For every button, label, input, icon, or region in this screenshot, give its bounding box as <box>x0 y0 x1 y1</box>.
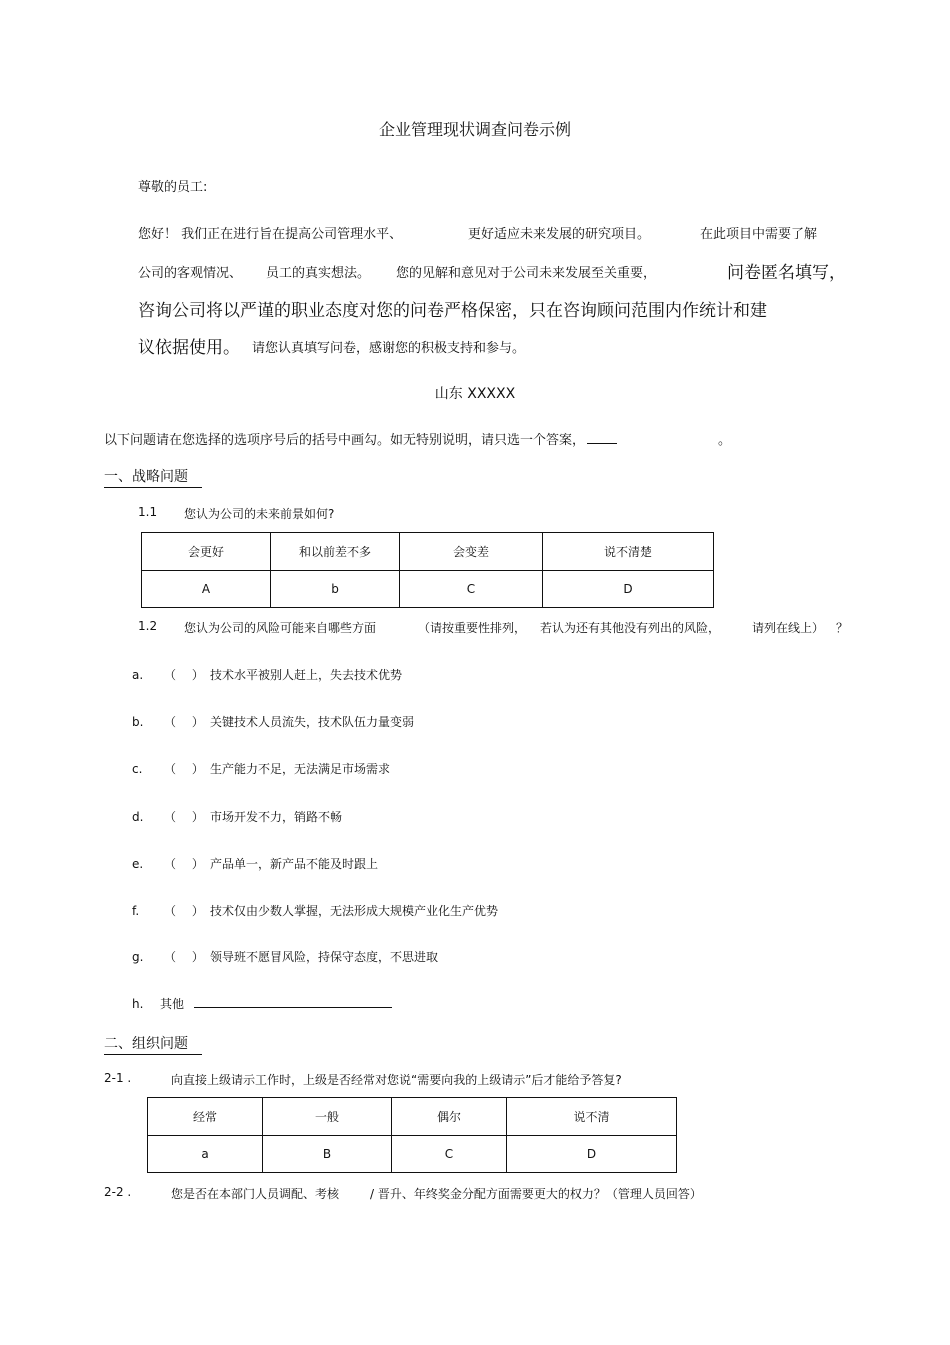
q11-table <box>141 532 714 608</box>
risk-item-letter: a. <box>132 668 144 682</box>
instruction <box>104 429 617 448</box>
section1-heading: 一、战略问题 <box>104 466 202 488</box>
q12-number: 1.2 <box>138 619 158 633</box>
q21-option-2: 一般 <box>263 1098 392 1136</box>
q21-number: 2-1 . <box>104 1071 132 1085</box>
q11-number: 1.1 <box>138 505 158 519</box>
q22-text-a: 您是否在本部门人员调配、考核 <box>171 1187 340 1201</box>
risk-item-text: 生产能力不足，无法满足市场需求 <box>210 762 391 776</box>
q21-code-2[interactable]: B <box>263 1136 392 1173</box>
intro-line2-a: 公司的客观情况、 <box>138 266 243 281</box>
q11-text: 您认为公司的未来前景如何? <box>184 507 335 521</box>
q11-option-1: 会更好 <box>142 533 271 571</box>
risk-item-letter: d. <box>132 810 144 824</box>
q11-code-2[interactable]: b <box>271 571 400 608</box>
greeting: 尊敬的员工: <box>138 180 208 195</box>
risk-item-letter: c. <box>132 762 143 776</box>
page-title: 企业管理现状调查问卷示例 <box>378 120 571 139</box>
intro-line4-b: 请您认真填写问卷，感谢您的积极支持和参与。 <box>252 341 526 356</box>
q12-text-d: 请列在线上） <box>752 621 825 635</box>
intro-line1-c: 在此项目中需要了解 <box>700 227 818 242</box>
q11-code-3[interactable]: C <box>400 571 543 608</box>
signature: 山东 XXXXX <box>434 386 516 402</box>
risk-item-paren[interactable]: （ ） <box>164 715 204 729</box>
risk-item-c[interactable] <box>132 760 390 777</box>
risk-item-text: 技术仅由少数人掌握，无法形成大规模产业化生产优势 <box>210 904 499 918</box>
risk-item-letter: g. <box>132 950 144 964</box>
risk-item-text: 市场开发不力，销路不畅 <box>210 810 343 824</box>
intro-line3: 咨询公司将以严谨的职业态度对您的问卷严格保密，只在咨询顾问范围内作统计和建 <box>138 301 767 321</box>
risk-item-b[interactable] <box>132 713 414 730</box>
q21-code-3[interactable]: C <box>392 1136 507 1173</box>
q11-option-2: 和以前差不多 <box>271 533 400 571</box>
intro-line2-b: 员工的真实想法。 <box>266 266 371 281</box>
risk-item-other-label: 其他 <box>160 997 185 1011</box>
risk-item-text: 产品单一，新产品不能及时跟上 <box>210 857 379 871</box>
q22-number: 2-2 . <box>104 1185 132 1199</box>
q21-option-4: 说不清 <box>507 1098 677 1136</box>
q11-code-1[interactable]: A <box>142 571 271 608</box>
risk-item-paren[interactable]: （ ） <box>164 810 204 824</box>
instruction-end: 。 <box>718 433 732 448</box>
section2-heading: 二、组织问题 <box>104 1033 202 1055</box>
intro-line4-a: 议依据使用。 <box>138 338 240 358</box>
risk-item-paren[interactable]: （ ） <box>164 762 204 776</box>
q11-option-4: 说不清楚 <box>543 533 714 571</box>
intro-line1-b: 更好适应未来发展的研究项目。 <box>468 227 651 242</box>
q12-text-c: 若认为还有其他没有列出的风险， <box>540 621 721 635</box>
risk-item-letter: h. <box>132 997 144 1011</box>
q21-code-1[interactable]: a <box>148 1136 263 1173</box>
other-risk-input-line[interactable] <box>194 995 392 1008</box>
q11-option-3: 会变差 <box>400 533 543 571</box>
risk-item-text: 关键技术人员流失，技术队伍力量变弱 <box>210 715 415 729</box>
q21-text: 向直接上级请示工作时，上级是否经常对您说“需要向我的上级请示”后才能给予答复? <box>171 1073 622 1087</box>
instruction-blank <box>587 431 617 444</box>
q12-text-a: 您认为公司的风险可能来自哪些方面 <box>184 621 377 635</box>
q11-code-4[interactable]: D <box>543 571 714 608</box>
risk-item-text: 领导班不愿冒风险，持保守态度，不思进取 <box>210 950 439 964</box>
risk-item-letter: e. <box>132 857 144 871</box>
risk-item-e[interactable] <box>132 855 378 872</box>
risk-item-paren[interactable]: （ ） <box>164 904 204 918</box>
risk-item-other <box>132 995 392 1012</box>
risk-item-paren[interactable]: （ ） <box>164 668 204 682</box>
q21-option-1: 经常 <box>148 1098 263 1136</box>
risk-item-letter: b. <box>132 715 144 729</box>
q12-text-e: ？ <box>836 621 849 635</box>
q12-text-b: （请按重要性排列， <box>418 621 527 635</box>
intro-line2-d: 问卷匿名填写， <box>727 263 846 283</box>
risk-item-f[interactable] <box>132 902 498 919</box>
q21-code-4[interactable]: D <box>507 1136 677 1173</box>
risk-item-paren[interactable]: （ ） <box>164 950 204 964</box>
risk-item-letter: f. <box>132 904 140 918</box>
intro-line2-c: 您的见解和意见对于公司未来发展至关重要， <box>396 266 657 281</box>
risk-item-text: 技术水平被别人赶上，失去技术优势 <box>210 668 403 682</box>
q21-table <box>147 1097 677 1173</box>
risk-item-a[interactable] <box>132 666 402 683</box>
q21-option-3: 偶尔 <box>392 1098 507 1136</box>
instruction-text: 以下问题请在您选择的选项序号后的括号中画勾。如无特别说明，请只选一个答案， <box>104 433 586 448</box>
q22-text-b: / 晋升、年终奖金分配方面需要更大的权力？（管理人员回答） <box>370 1187 702 1201</box>
risk-item-paren[interactable]: （ ） <box>164 857 204 871</box>
intro-line1-a: 您好！ 我们正在进行旨在提高公司管理水平、 <box>138 227 403 242</box>
risk-item-d[interactable] <box>132 808 342 825</box>
risk-item-g[interactable] <box>132 948 438 965</box>
